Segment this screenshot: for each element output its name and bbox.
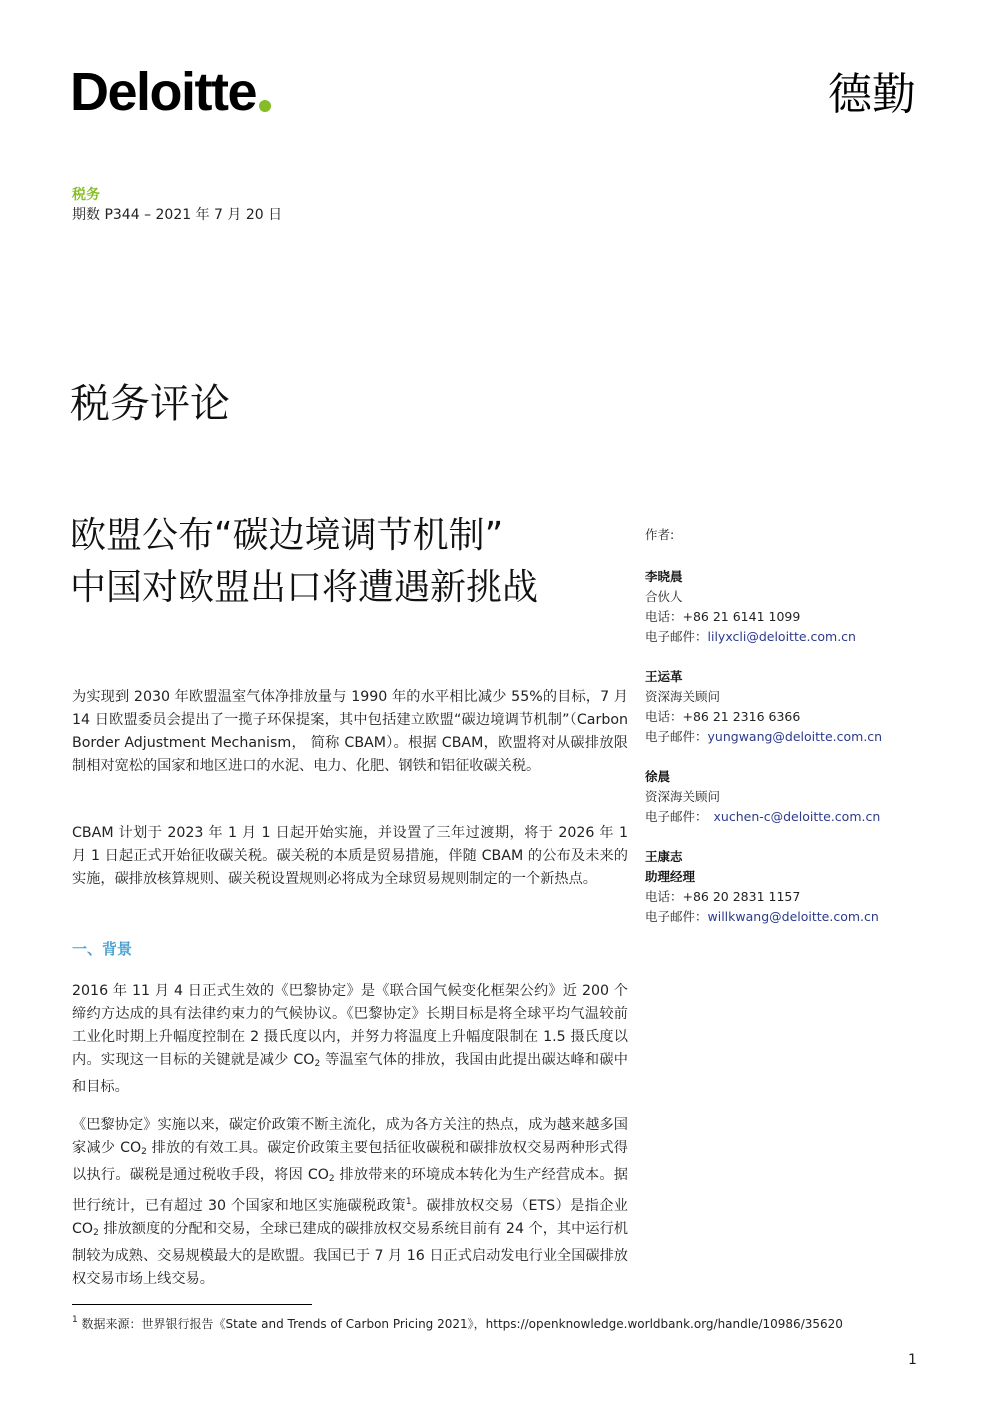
author-phone: 电话：+86 21 2316 6366: [645, 709, 801, 724]
deloitte-logo: [70, 62, 271, 122]
author-card: 徐晨 资深海关顾问 电子邮件： xuchen-c@deloitte.com.cn: [645, 767, 945, 827]
footnote-divider: [72, 1304, 312, 1305]
author-card: 李晓晨 合伙人 电话：+86 21 6141 1099 电子邮件：lilyxcli@deloitte.com.cn: [645, 567, 945, 647]
author-email-link[interactable]: lilyxcli@deloitte.com.cn: [707, 629, 856, 644]
body-paragraph-1: 为实现到 2030 年欧盟温室气体净排放量与 1990 年的水平相比减少 55%的目标，7 月 14 日欧盟委员会提出了一揽子环保提案，其中包括建立欧盟“碳边境调节机制”（Carbon Border Adjustment Mechanism， 简称 CBAM）。根据 CBAM，欧盟将对从碳排放限制相对宽松的国家和地区进口的水泥、电力、化肥、钢铁和铝征收碳关税。: [72, 689, 628, 774]
headline-line-2: 中国对欧盟出口将遭遇新挑战: [70, 567, 539, 608]
body-paragraph-2: CBAM 计划于 2023 年 1 月 1 日起开始实施，并设置了三年过渡期，将于 2026 年 1 月 1 日起正式开始征收碳关税。碳关税的本质是贸易措施，伴随 CBAM 的公布及未来的实施，碳排放核算规则、碳关税设置规则必将成为全球贸易规则制定的一个新热点。: [72, 825, 628, 887]
author-name: 徐晨: [645, 769, 671, 784]
section-label: 税务: [72, 187, 100, 203]
author-email-link[interactable]: yungwang@deloitte.com.cn: [707, 729, 883, 744]
author-name: 王运革: [645, 669, 683, 684]
author-name: 王康志: [645, 849, 683, 864]
authors-label: 作者:: [645, 527, 675, 542]
authors-sidebar: [645, 525, 945, 947]
author-phone: 电话：+86 20 2831 1157: [645, 889, 801, 904]
issue-date: 期数 P344 – 2021 年 7 月 20 日: [72, 207, 283, 223]
document-title: 税务评论: [70, 381, 230, 427]
body-paragraph-4: 《巴黎协定》实施以来，碳定价政策不断主流化，成为各方关注的热点，成为越来越多国家减少 $CO_2$ 排放的有效工具。碳定价政策主要包括征收碳税和碳排放权交易两种形式得以执行。碳税是通过税收手段，将因 $CO_2$ 排放带来的环境成本转化为生产经营成本。据世行统计，已有超过 30 个国家和地区实施碳税政策$^1$。碳排放权交易（ETS）是指企业 $CO_2$ 排放额度的分配和交易，全球已建成的碳排放权交易系统目前有 24 个，其中运行机制较为成熟、交易规模最大的是欧盟。我国已于 7 月 16 日正式启动发电行业全国碳排放权交易市场上线交易。: [72, 1117, 628, 1287]
logo-wordmark: Deloitte: [70, 62, 257, 122]
author-card: 王康志 助理经理 电话：+86 20 2831 1157 电子邮件：willkwang@deloitte.com.cn: [645, 847, 945, 927]
headline-line-1: 欧盟公布“碳边境调节机制”: [70, 515, 504, 556]
footnote-ref[interactable]: 1: [405, 1197, 412, 1207]
deloitte-logo-cn: 德勤: [828, 69, 916, 120]
author-title: 资深海关顾问: [645, 689, 721, 704]
footnote-mark: 1: [72, 1315, 78, 1325]
author-title: 助理经理: [645, 869, 696, 884]
author-email-link[interactable]: willkwang@deloitte.com.cn: [707, 909, 879, 924]
body-paragraph-3: 2016 年 11 月 4 日正式生效的《巴黎协定》是《联合国气候变化框架公约》近 200 个缔约方达成的具有法律约束力的气候协议。《巴黎协定》长期目标是将全球平均气温较前工业化时期上升幅度控制在 2 摄氏度以内，并努力将温度上升幅度限制在 1.5 摄氏度以内。实现这一目标的关键就是减少 $CO_2$ 等温室气体的排放，我国由此提出碳达峰和碳中和目标。: [72, 983, 628, 1095]
author-phone: 电话：+86 21 6141 1099: [645, 609, 801, 624]
footnote: [72, 1315, 843, 1332]
footnote-text: 数据来源：世界银行报告《State and Trends of Carbon Pricing 2021》，https://openknowledge.worldbank.org/handle/10986/35620: [77, 1317, 843, 1331]
author-name: 李晓晨: [645, 569, 683, 584]
subscript: 2: [314, 1059, 321, 1069]
section-heading-background: 一、背景: [72, 940, 133, 958]
subscript: 2: [93, 1228, 99, 1238]
article-headline: [70, 510, 630, 614]
logo-green-dot: [259, 100, 271, 112]
subscript: 2: [328, 1174, 335, 1184]
author-card: 王运革 资深海关顾问 电话：+86 21 2316 6366 电子邮件：yungwang@deloitte.com.cn: [645, 667, 945, 747]
subscript: 2: [141, 1147, 147, 1157]
author-title: 合伙人: [645, 589, 683, 604]
author-title: 资深海关顾问: [645, 789, 721, 804]
author-email-link[interactable]: xuchen-c@deloitte.com.cn: [713, 809, 881, 824]
page-number: 1: [908, 1352, 917, 1368]
